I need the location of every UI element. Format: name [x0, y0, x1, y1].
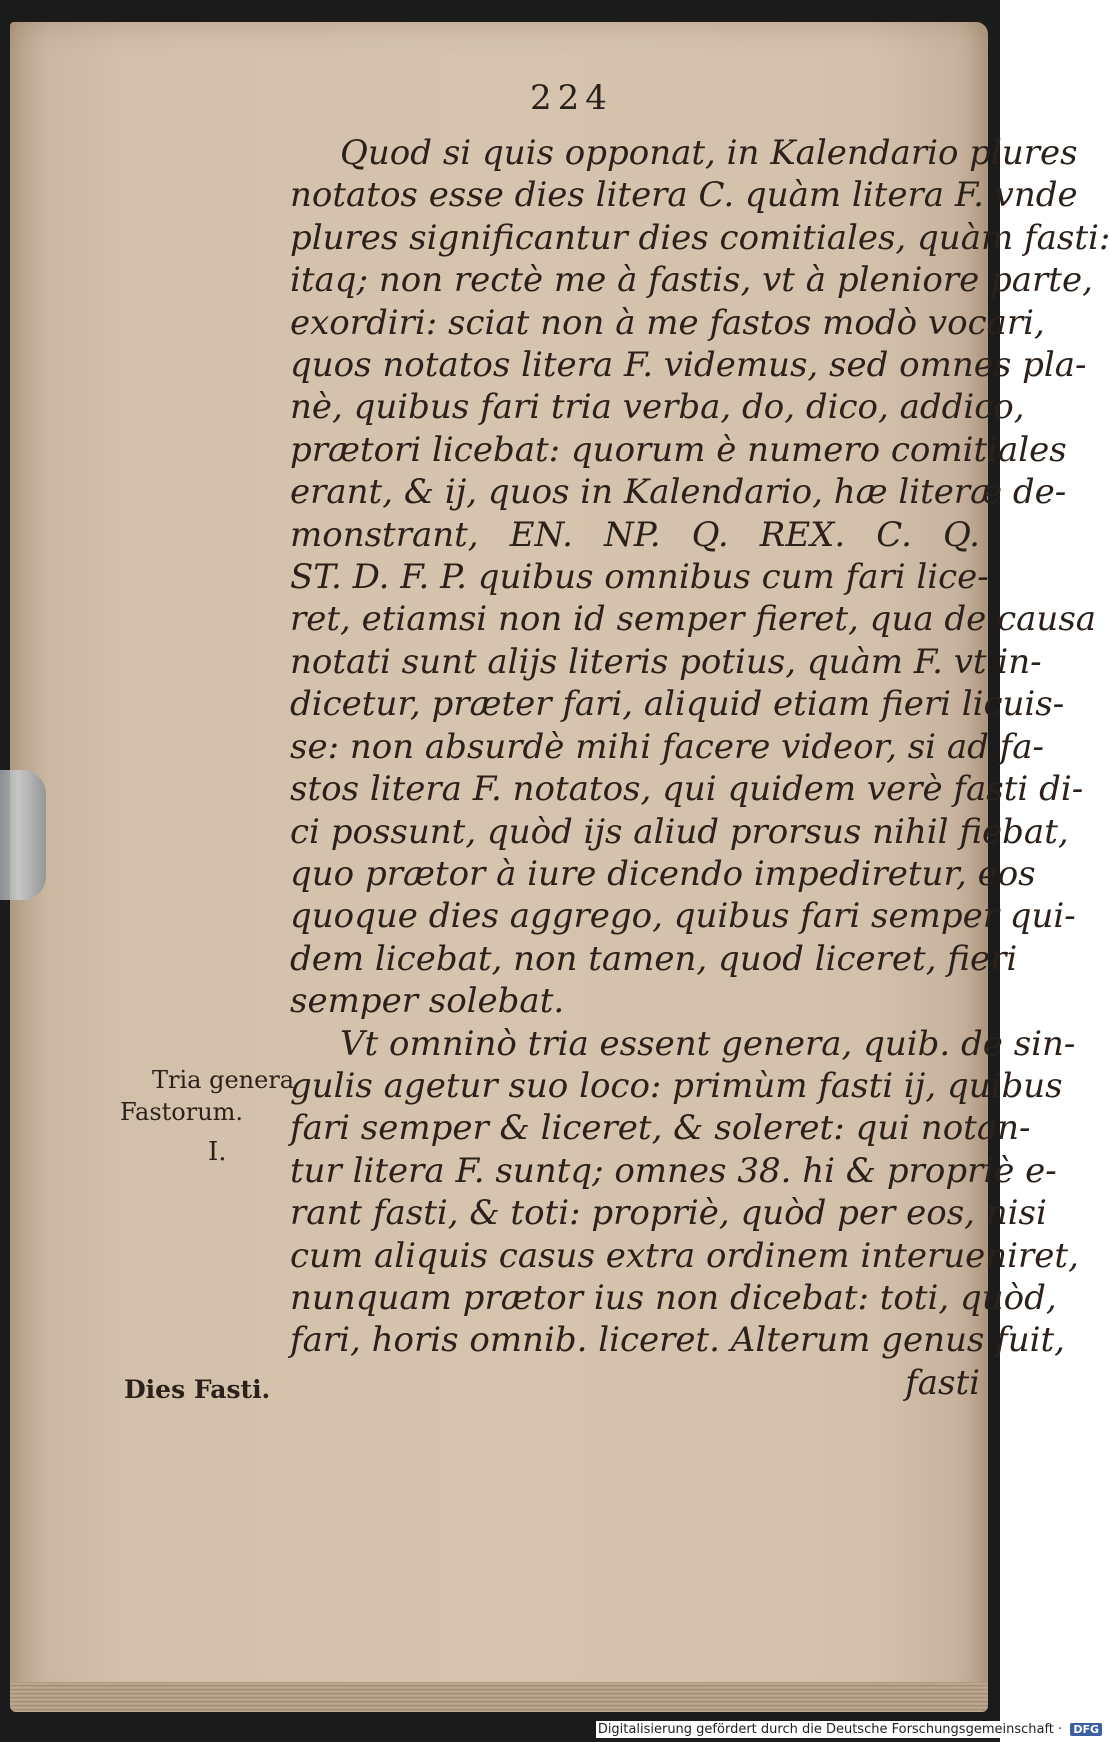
- text-line: exordiri: sciat non à me fastos modò vocari,: [290, 302, 1045, 343]
- credit-text: Digitalisierung gefördert durch die Deutsche Forschungsgemeinschaft ·: [597, 1722, 1063, 1737]
- text-line: nè, quibus fari tria verba, do, dico, addico,: [290, 387, 1025, 428]
- text-line: prætori licebat: quorum è numero comitiales: [290, 429, 1067, 470]
- text-line: tur litera F. suntq; omnes 38. hi & propriè e-: [290, 1150, 1057, 1191]
- page-edge: [10, 1682, 988, 1712]
- text-line: cum aliquis casus extra ordinem interueniret,: [290, 1235, 1079, 1276]
- text-line: notatos esse dies litera C. quàm litera F. vnde: [290, 175, 1078, 216]
- body-text: [290, 132, 1110, 1404]
- page-number: 224: [530, 78, 613, 118]
- text-line: semper solebat.: [290, 981, 565, 1022]
- text-line: se: non absurdè mihi facere videor, si ad fa-: [290, 726, 1045, 767]
- text-line: monstrant, EN. NP. Q. REX. C. Q.: [290, 514, 980, 555]
- text-line: itaq; non rectè me à fastis, vt à pleniore parte,: [290, 260, 1093, 301]
- text-line: plures significantur dies comitiales, quàm fasti:: [290, 217, 1110, 258]
- margin-note-fastorum: Fastorum.: [120, 1098, 244, 1126]
- text-line: Vt omninò tria essent genera, quib. de sin-: [340, 1023, 1076, 1064]
- catchword: fasti: [905, 1362, 980, 1403]
- margin-note-dies-fasti: Dies Fasti.: [124, 1375, 271, 1404]
- text-line: quos notatos litera F. videmus, sed omnes pla-: [290, 345, 1087, 386]
- text-line: notati sunt alijs literis potius, quàm F. vt in-: [290, 641, 1042, 682]
- margin-note-tria-genera: Tria genera: [152, 1066, 295, 1094]
- book-clasp: [0, 770, 46, 900]
- text-line: ST. D. F. P. quibus omnibus cum fari lice-: [290, 557, 989, 598]
- text-line: ret, etiamsi non id semper fieret, qua de causa: [290, 599, 1097, 640]
- text-line: rant fasti, & toti: propriè, quòd per eos, nisi: [290, 1193, 1047, 1234]
- text-line: ci possunt, quòd ijs aliud prorsus nihil fiebat,: [290, 811, 1069, 852]
- text-line: Quod si quis opponat, in Kalendario plures: [340, 133, 1078, 173]
- text-line: dem licebat, non tamen, quod liceret, fieri: [290, 938, 1018, 979]
- text-line: stos litera F. notatos, qui quidem verè fasti di-: [290, 769, 1084, 810]
- text-line: fari semper & liceret, & soleret: qui notan-: [290, 1108, 1031, 1149]
- text-line: fari, horis omnib. liceret. Alterum genus fuit,: [290, 1320, 1065, 1361]
- text-line: dicetur, præter fari, aliquid etiam fieri licuis-: [290, 684, 1065, 725]
- digitization-credit: [596, 1721, 1104, 1738]
- dfg-logo: DFG: [1070, 1723, 1102, 1736]
- margin-note-numeral: I.: [208, 1137, 227, 1167]
- text-line: nunquam prætor ius non dicebat: toti, quòd,: [290, 1277, 1057, 1318]
- text-line: quoque dies aggrego, quibus fari semper qui-: [290, 896, 1076, 937]
- text-line: quo prætor à iure dicendo impediretur, eos: [290, 853, 1036, 894]
- text-line: gulis agetur suo loco: primùm fasti ij, quibus: [290, 1065, 1063, 1106]
- text-line: erant, & ij, quos in Kalendario, hæ literæ de-: [290, 472, 1067, 513]
